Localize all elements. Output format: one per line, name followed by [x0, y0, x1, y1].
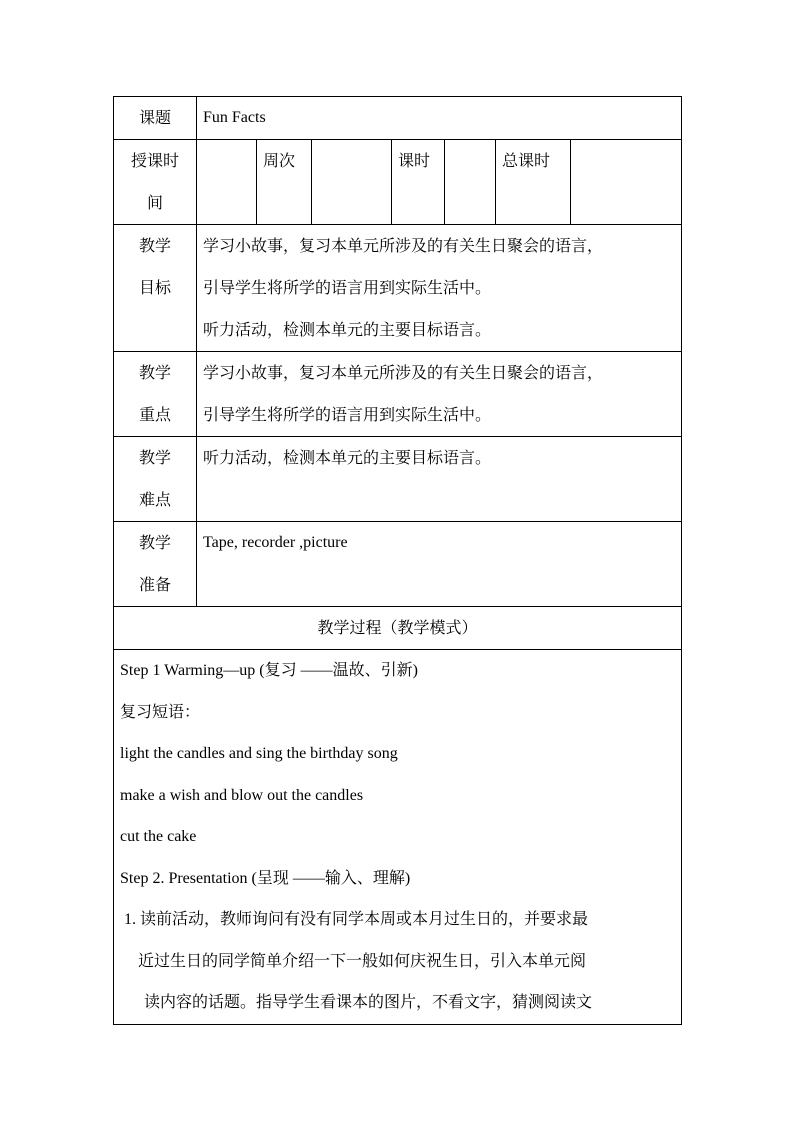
difficulty-label — [114, 437, 197, 522]
subject-row — [114, 97, 682, 140]
difficulty-content — [197, 437, 682, 522]
subject-value: Fun Facts — [197, 97, 682, 140]
goal-content — [197, 225, 682, 352]
goal-row — [114, 225, 682, 352]
key-point-label — [114, 352, 197, 437]
difficulty-row — [114, 437, 682, 522]
process-step-heading: Step 2. Presentation (呈现 ——输入、理解) — [120, 869, 411, 887]
key-point-row — [114, 352, 682, 437]
process-step-heading: Step 1 Warming—up (复习 ——温故、引新) — [120, 662, 418, 679]
subject-label: 课题 — [114, 97, 197, 140]
process-list-item: 1. 读前活动，教师询问有没有同学本周或本月过生日的，并要求最 — [124, 911, 589, 928]
week-value-cell — [312, 140, 392, 225]
time-label-line1: 授课时 — [130, 151, 179, 170]
process-header: 教学过程（教学模式） — [114, 607, 682, 650]
process-line: 复习短语： — [120, 703, 201, 721]
week-label: 周次 — [257, 140, 312, 225]
difficulty-line: 听力活动，检测本单元的主要目标语言。 — [203, 448, 492, 467]
key-label-line1: 教学 — [138, 363, 171, 382]
time-label — [114, 140, 197, 225]
time-label-line2: 间 — [146, 193, 163, 212]
process-line: cut the cake — [120, 828, 197, 845]
process-line: light the candles and sing the birthday song — [120, 745, 398, 762]
goal-line: 听力活动，检测本单元的主要目标语言。 — [203, 320, 492, 339]
key-label-line2: 重点 — [138, 405, 171, 424]
key-line: 学习小故事，复习本单元所涉及的有关生日聚会的语言， — [203, 363, 604, 382]
goal-label — [114, 225, 197, 352]
total-value-cell — [571, 140, 682, 225]
schedule-row — [114, 140, 682, 225]
prep-label-line2: 准备 — [138, 575, 171, 594]
difficulty-label-line1: 教学 — [138, 448, 171, 467]
goal-line: 学习小故事，复习本单元所涉及的有关生日聚会的语言， — [203, 236, 604, 255]
period-value-cell — [445, 140, 496, 225]
process-header-row — [114, 607, 682, 650]
preparation-row — [114, 522, 682, 607]
period-label: 课时 — [392, 140, 445, 225]
process-line: make a wish and blow out the candles — [120, 786, 364, 804]
total-label: 总课时 — [496, 140, 571, 225]
process-list-item-continued: 近过生日的同学简单介绍一下一般如何庆祝生日，引入本单元阅 — [138, 952, 587, 970]
process-content — [114, 650, 682, 1025]
goal-label-line1: 教学 — [138, 236, 171, 255]
key-line: 引导学生将所学的语言用到实际生活中。 — [203, 405, 492, 424]
lesson-plan-table — [113, 96, 682, 1025]
preparation-label — [114, 522, 197, 607]
process-list-item-continued: 读内容的话题。指导学生看课本的图片，不看文字，猜测阅读文 — [144, 994, 593, 1011]
time-value-cell — [197, 140, 257, 225]
goal-line: 引导学生将所学的语言用到实际生活中。 — [203, 278, 492, 297]
goal-label-line2: 目标 — [138, 278, 171, 297]
preparation-value: Tape, recorder ,picture — [197, 522, 682, 607]
prep-label-line1: 教学 — [138, 533, 171, 552]
difficulty-label-line2: 难点 — [138, 490, 171, 509]
process-content-row — [114, 650, 682, 1025]
key-point-content — [197, 352, 682, 437]
